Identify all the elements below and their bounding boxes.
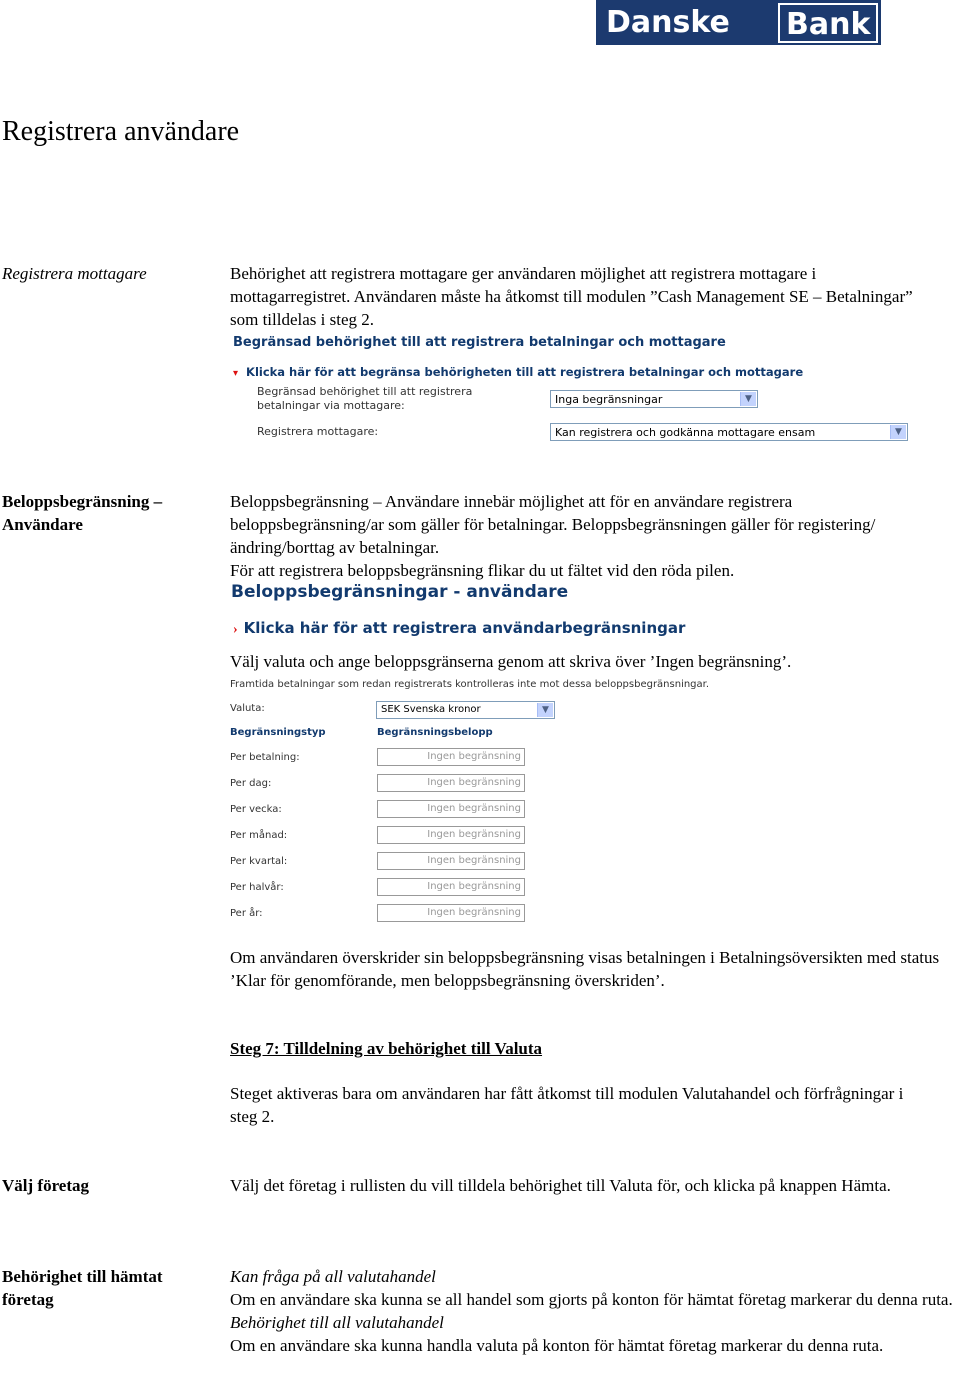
section-text-behorighet-hamtat-foretag — [230, 1265, 958, 1357]
ui-title-begransad-behorighet: Begränsad behörighet till att registrera betalningar och mottagare — [233, 335, 726, 350]
chevron-down-icon: ▼ — [740, 392, 756, 406]
limit-input-per-vecka[interactable]: Ingen begränsning — [377, 800, 525, 818]
danske-bank-logo — [596, 0, 881, 45]
ui-expand-link-2[interactable] — [233, 619, 685, 638]
select-value: Kan registrera och godkänna mottagare ensam — [555, 426, 816, 439]
chevron-down-icon: ▼ — [537, 703, 553, 717]
step7-text: Steget aktiveras bara om användaren har fått åtkomst till modulen Valutahandel och förfrågningar i steg 2. — [230, 1084, 904, 1126]
row-label: Per halvår: — [230, 882, 284, 893]
ui-label-begransad-betalningar: Begränsad behörighet till att registrera betalningar via mottagare: — [257, 385, 473, 412]
row-label: Per år: — [230, 908, 263, 919]
limit-input-per-dag[interactable]: Ingen begränsning — [377, 774, 525, 792]
label-line: Behörighet till hämtat — [2, 1267, 163, 1286]
row-label: Per månad: — [230, 830, 288, 841]
label-line: företag — [2, 1290, 54, 1309]
limit-input-per-kvartal[interactable]: Ingen begränsning — [377, 852, 525, 870]
ui-expand-link-1[interactable] — [233, 363, 803, 381]
label-line: Beloppsbegränsning – — [2, 492, 163, 511]
paragraph: För att registrera beloppsbegränsning flikar du ut fältet vid den röda pilen. — [230, 561, 735, 580]
select-value: Inga begränsningar — [555, 393, 663, 406]
label-line: Användare — [2, 515, 83, 534]
step7-heading: Steg 7: Tilldelning av behörighet till Valuta — [230, 1039, 543, 1058]
option-title: Kan fråga på all valutahandel — [230, 1267, 436, 1286]
option-title: Behörighet till all valutahandel — [230, 1313, 444, 1332]
chevron-down-icon: ▼ — [890, 425, 906, 439]
red-arrow-down-icon: ▾ — [233, 368, 239, 379]
section-text-beloppsbegransning — [230, 490, 930, 582]
limit-input-per-betalning[interactable]: Ingen begränsning — [377, 748, 525, 766]
currency-label: Valuta: — [230, 703, 265, 714]
red-arrow-right-icon: › — [233, 622, 238, 637]
section-label-beloppsbegransning — [2, 490, 162, 536]
ui-link-begransa[interactable]: Klicka här för att begränsa behörigheten till att registrera betalningar och mottagare — [246, 365, 804, 379]
logo-text-bank: Bank — [778, 3, 878, 43]
ui-note-framtida-betalningar: Framtida betalningar som redan registrerats kontrolleras inte mot dessa beloppsbegränsningar. — [230, 679, 710, 690]
row-label: Per vecka: — [230, 804, 282, 815]
limit-input-per-ar[interactable]: Ingen begränsning — [377, 904, 525, 922]
paragraph: Beloppsbegränsning – Användare innebär möjlighet att för en användare registrera beloppsbegränsning/ar som gäller för betalningar. Beloppsbegränsningen gäller för registering/ändring/borttag av betalningar. — [230, 492, 876, 557]
section-text-valj-foretag: Välj det företag i rullisten du vill tilldela behörighet till Valuta för, och klicka på knappen Hämta. — [230, 1176, 891, 1195]
column-header-begransningsbelopp: Begränsningsbelopp — [377, 727, 493, 738]
row-label: Per dag: — [230, 778, 272, 789]
row-label: Per betalning: — [230, 752, 300, 763]
ui-label-registrera-mottagare: Registrera mottagare: — [257, 425, 379, 438]
logo-text-danske: Danske — [606, 5, 730, 40]
section-label-registrera-mottagare: Registrera mottagare — [2, 264, 147, 283]
row-label: Per kvartal: — [230, 856, 288, 867]
instruction-valj-valuta: Välj valuta och ange beloppsgränserna genom att skriva över ’Ingen begränsning’. — [230, 652, 792, 671]
section-label-behorighet-hamtat-foretag — [2, 1265, 163, 1311]
select-begransning-betalningar[interactable] — [550, 390, 758, 408]
limit-input-per-manad[interactable]: Ingen begränsning — [377, 826, 525, 844]
paragraph-overskrider: Om användaren överskrider sin beloppsbegränsning visas betalningen i Betalningsöversikten med status ’Klar för genomförande, men beloppsbegränsning överskriden’. — [230, 948, 940, 990]
section-text-registrera-mottagare: Behörighet att registrera mottagare ger användaren möjlighet att registrera mottagare i mottagarregistret. Användaren måste ha åtkomst till modulen ”Cash Management SE – Betalningar” som tilldelas i steg 2. — [230, 264, 913, 329]
ui-title-beloppsbegransningar: Beloppsbegränsningar - användare — [231, 582, 569, 602]
select-registrera-mottagare[interactable] — [550, 423, 908, 441]
ui-link-registrera-anvandarbegransningar[interactable]: Klicka här för att registrera användarbegränsningar — [243, 619, 686, 637]
section-label-valj-foretag: Välj företag — [2, 1176, 90, 1195]
page-title: Registrera användare — [2, 116, 240, 147]
paragraph: Om en användare ska kunna se all handel som gjorts på konton för hämtat företag markerar du denna ruta. — [230, 1290, 953, 1309]
column-header-begransningstyp: Begränsningstyp — [230, 727, 326, 738]
limit-input-per-halvar[interactable]: Ingen begränsning — [377, 878, 525, 896]
select-value: SEK Svenska kronor — [381, 704, 481, 715]
paragraph: Om en användare ska kunna handla valuta på konton för hämtat företag markerar du denna ruta. — [230, 1336, 884, 1355]
select-currency[interactable] — [376, 701, 555, 719]
